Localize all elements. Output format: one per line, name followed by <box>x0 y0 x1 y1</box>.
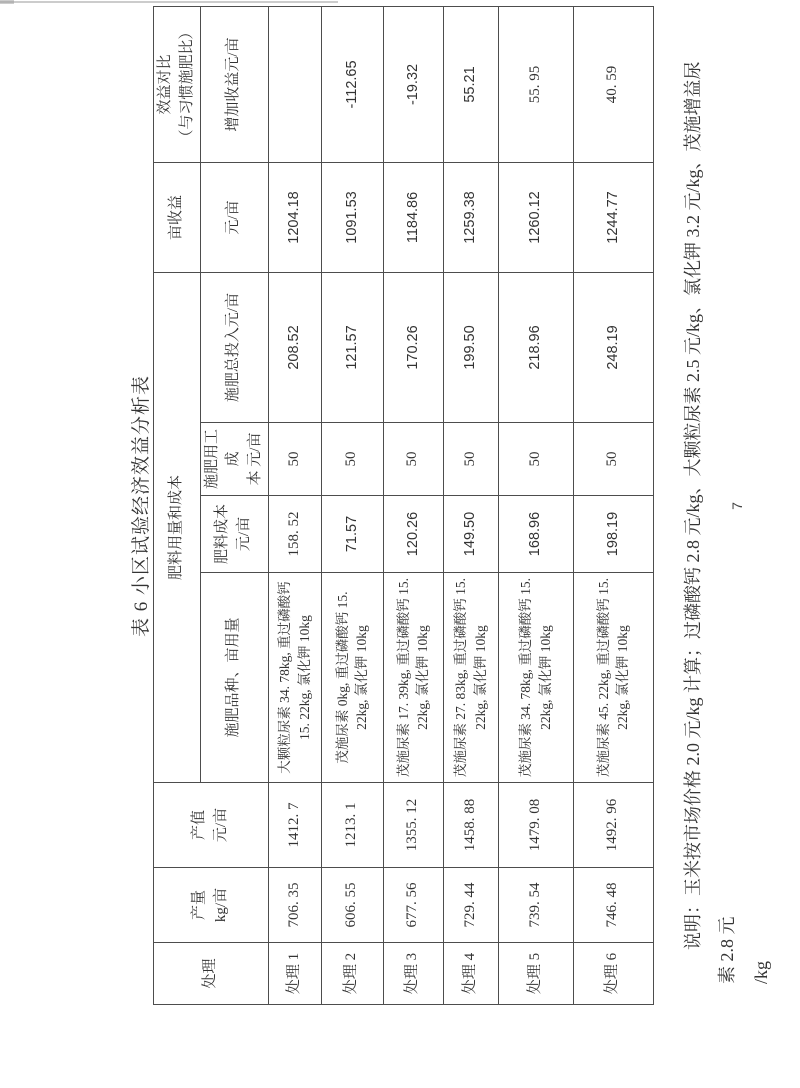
cell-treatment: 处理 1 <box>268 943 321 1005</box>
cell-fertilizer: 大颗粒尿素 34. 78kg, 重过磷酸钙 15. 22kg, 氯化钾 10kg <box>268 573 321 783</box>
cell-output-value: 1412. 7 <box>268 783 321 868</box>
cell-total-input: 121.57 <box>321 272 383 422</box>
cell-income: 1184.86 <box>383 162 443 272</box>
cell-labor-cost: 50 <box>321 423 383 496</box>
table-title: 表 6 小区试验经济效益分析表 <box>131 375 152 638</box>
footnote <box>676 44 778 984</box>
header-income-unit: 元/亩 <box>200 162 268 272</box>
cell-output-value: 1213. 1 <box>321 783 383 868</box>
header-fert-cost-unit: 元/亩 <box>236 516 253 552</box>
cell-labor-cost: 50 <box>443 423 498 496</box>
cell-total-input: 170.26 <box>383 272 443 422</box>
cell-yield: 729. 44 <box>443 868 498 943</box>
header-fertilizer-group: 肥料用量和成本 <box>154 272 201 782</box>
table-row <box>573 6 653 1004</box>
cell-total-input: 208.52 <box>268 272 321 422</box>
header-total-input: 施肥总投入元/亩 <box>200 272 268 422</box>
header-treatment-label: 处理 <box>202 958 218 989</box>
cell-fertilizer: 茂施尿素 34. 78kg, 重过磷酸钙 15. 22kg, 氯化钾 10kg <box>498 573 573 783</box>
cell-total-input: 218.96 <box>498 272 573 422</box>
cell-yield: 677. 56 <box>383 868 443 943</box>
cell-fertilizer: 茂施尿素 0kg, 重过磷酸钙 15. 22kg, 氯化钾 10kg <box>321 573 383 783</box>
header-fert-cost-name: 肥料成本 <box>214 504 231 565</box>
cell-total-input: 199.50 <box>443 272 498 422</box>
header-labor-cost-line2: 本 元/亩 <box>247 432 263 486</box>
header-benefit <box>154 6 201 162</box>
header-benefit-line1: 效益对比 <box>157 54 173 115</box>
cell-fertilizer: 茂施尿素 17. 39kg, 重过磷酸钙 15. 22kg, 氯化钾 10kg <box>383 573 443 783</box>
cell-income: 1260.12 <box>498 162 573 272</box>
table-row <box>321 6 383 1004</box>
cell-treatment: 处理 6 <box>573 943 653 1005</box>
cell-labor-cost: 50 <box>268 423 321 496</box>
cell-labor-cost: 50 <box>383 423 443 496</box>
cell-fert-cost: 158. 52 <box>268 496 321 573</box>
cell-treatment: 处理 3 <box>383 943 443 1005</box>
header-labor-cost <box>200 423 268 496</box>
header-output-value-unit: 元/亩 <box>212 807 229 843</box>
cell-yield: 746. 48 <box>573 868 653 943</box>
table-row <box>498 6 573 1004</box>
cell-income: 1204.18 <box>268 162 321 272</box>
cell-yield: 606. 55 <box>321 868 383 943</box>
cell-treatment: 处理 4 <box>443 943 498 1005</box>
header-yield <box>154 868 269 943</box>
cell-output-value: 1479. 08 <box>498 783 573 868</box>
cell-fert-cost: 198.19 <box>573 496 653 573</box>
cell-benefit: 40. 59 <box>573 6 653 162</box>
cell-output-value: 1458. 88 <box>443 783 498 868</box>
cell-output-value: 1355. 12 <box>383 783 443 868</box>
header-yield-unit: kg/亩 <box>212 887 229 923</box>
cell-yield: 706. 35 <box>268 868 321 943</box>
cell-labor-cost: 50 <box>573 423 653 496</box>
header-output-value-name: 产值 <box>191 810 208 841</box>
header-row-group <box>154 6 201 1004</box>
header-fert-variety: 施肥品种、亩用量 <box>200 573 268 783</box>
cell-treatment: 处理 2 <box>321 943 383 1005</box>
cell-treatment: 处理 5 <box>498 943 573 1005</box>
cell-fert-cost: 149.50 <box>443 496 498 573</box>
header-treatment <box>154 943 269 1005</box>
economic-benefit-table <box>153 6 654 1005</box>
cell-benefit: -112.65 <box>321 6 383 162</box>
cell-fert-cost: 168.96 <box>498 496 573 573</box>
cell-output-value: 1492. 96 <box>573 783 653 868</box>
cell-income: 1244.77 <box>573 162 653 272</box>
header-yield-name: 产量 <box>191 890 208 921</box>
table-row <box>443 6 498 1004</box>
footnote-line2: /kg <box>751 960 771 984</box>
table-row <box>268 6 321 1004</box>
cell-benefit: 55. 95 <box>498 6 573 162</box>
header-fert-cost <box>200 496 268 573</box>
header-income: 亩收益 <box>154 162 201 272</box>
cell-fert-cost: 71.57 <box>321 496 383 573</box>
cell-fertilizer: 茂施尿素 27. 83kg, 重过磷酸钙 15. 22kg, 氯化钾 10kg <box>443 573 498 783</box>
header-output-value <box>154 783 269 868</box>
cell-fert-cost: 120.26 <box>383 496 443 573</box>
cell-income: 1259.38 <box>443 162 498 272</box>
header-benefit-sub: 增加收益元/亩 <box>200 6 268 162</box>
header-benefit-line2: （与习惯施肥比） <box>178 24 195 145</box>
footnote-line1: 说明：玉米按市场价格 2.0 元/kg 计算；过磷酸钙 2.8 元/kg、大颗粒尿素 2.5 元/kg、氯化钾 3.2 元/kg、茂施增益尿素 2.8 元 <box>683 61 737 984</box>
cell-income: 1091.53 <box>321 162 383 272</box>
cell-labor-cost: 50 <box>498 423 573 496</box>
cell-total-input: 248.19 <box>573 272 653 422</box>
table-row <box>383 6 443 1004</box>
cell-benefit: 55.21 <box>443 6 498 162</box>
cell-fertilizer: 茂施尿素 45. 22kg, 重过磷酸钙 15. 22kg, 氯化钾 10kg <box>573 573 653 783</box>
cell-benefit <box>268 6 321 162</box>
header-labor-cost-line1: 施肥用工成 <box>203 429 242 490</box>
cell-yield: 739. 54 <box>498 868 573 943</box>
page-number: 7 <box>729 502 745 510</box>
cell-benefit: -19.32 <box>383 6 443 162</box>
